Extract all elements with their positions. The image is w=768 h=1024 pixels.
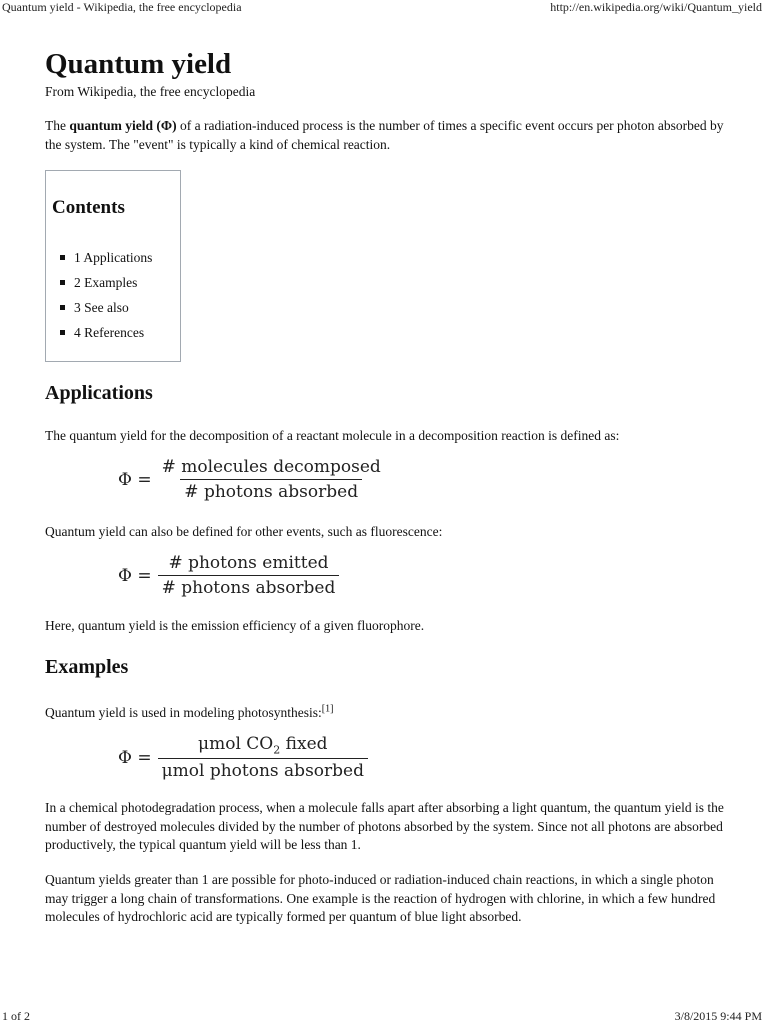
formula-denominator: μmol photons absorbed bbox=[158, 758, 368, 781]
section-heading-applications: Applications bbox=[45, 382, 153, 404]
formula-numerator-subscript: 2 bbox=[273, 743, 281, 757]
formula-denominator: # photons absorbed bbox=[158, 575, 340, 598]
bullet-icon bbox=[60, 255, 65, 260]
page-header-title: Quantum yield - Wikipedia, the free encyclopedia bbox=[2, 0, 242, 14]
formula-numerator-a: μmol CO bbox=[198, 734, 274, 754]
section-heading-examples: Examples bbox=[45, 656, 129, 678]
toc-item-see-also[interactable] bbox=[74, 295, 152, 320]
toc-item-label[interactable]: 1 Applications bbox=[74, 250, 153, 265]
table-of-contents bbox=[45, 170, 181, 362]
page-footer-datetime: 3/8/2015 9:44 PM bbox=[674, 1009, 762, 1023]
formula-fraction bbox=[158, 457, 385, 502]
page-title: Quantum yield bbox=[45, 48, 232, 80]
intro-rest: of a radiation-induced process is the number of times a specific event occurs per photon absorbed by the system. The "event" is typically a kind of chemical reaction. bbox=[45, 118, 724, 152]
toc-item-references[interactable] bbox=[74, 320, 152, 345]
formula-lhs: Φ = bbox=[118, 747, 152, 768]
formula-fraction bbox=[158, 734, 368, 781]
examples-paragraph-2: In a chemical photodegradation process, when a molecule falls apart after absorbing a light quantum, the quantum yield is the number of destroyed molecules divided by the number of photons absorbed by the system. Since not all photons are absorbed productively, the typical quantum yield will be less than 1. bbox=[45, 800, 724, 852]
formula-numerator: # photons emitted bbox=[168, 553, 329, 573]
formula-decomposition bbox=[118, 457, 385, 502]
reference-link-1[interactable]: [1] bbox=[321, 703, 334, 715]
examples-paragraph-3: Quantum yields greater than 1 are possible for photo-induced or radiation-induced chain reactions, in which a single photon may trigger a long chain of transformations. One example is the reaction of hydrogen with chlorine, in which a few hundred molecules of hydrochloric acid are typically formed per quantum of blue light absorbed. bbox=[45, 872, 716, 924]
toc-item-applications[interactable] bbox=[74, 245, 152, 270]
toc-item-label[interactable]: 3 See also bbox=[74, 300, 129, 315]
intro-paragraph bbox=[45, 117, 735, 154]
formula-photosynthesis bbox=[118, 734, 368, 781]
formula-fluorescence bbox=[118, 553, 339, 598]
formula-numerator-b: fixed bbox=[280, 734, 328, 754]
bullet-icon bbox=[60, 280, 65, 285]
formula-numerator: # molecules decomposed bbox=[161, 457, 381, 477]
formula-lhs: Φ = bbox=[118, 565, 152, 586]
toc-title: Contents bbox=[52, 197, 125, 218]
formula-fraction bbox=[158, 553, 340, 598]
examples-paragraph-1 bbox=[45, 704, 333, 723]
page-footer-page-number: 1 of 2 bbox=[2, 1009, 30, 1023]
intro-prefix: The bbox=[45, 118, 70, 133]
toc-item-examples[interactable] bbox=[74, 270, 152, 295]
toc-item-label[interactable]: 4 References bbox=[74, 325, 145, 340]
bullet-icon bbox=[60, 330, 65, 335]
page-subtitle: From Wikipedia, the free encyclopedia bbox=[45, 84, 256, 99]
toc-item-label[interactable]: 2 Examples bbox=[74, 275, 138, 290]
formula-denominator: # photons absorbed bbox=[180, 479, 362, 502]
page-header-url: http://en.wikipedia.org/wiki/Quantum_yield bbox=[550, 0, 762, 14]
formula-numerator bbox=[194, 734, 331, 758]
applications-paragraph-3: Here, quantum yield is the emission efficiency of a given fluorophore. bbox=[45, 618, 425, 633]
bullet-icon bbox=[60, 305, 65, 310]
intro-bold-term: quantum yield (Φ) bbox=[69, 118, 177, 133]
toc-list bbox=[74, 245, 152, 345]
applications-paragraph-2: Quantum yield can also be defined for other events, such as fluorescence: bbox=[45, 524, 443, 539]
formula-lhs: Φ = bbox=[118, 469, 152, 490]
examples-paragraph-1-text: Quantum yield is used in modeling photosynthesis: bbox=[45, 705, 322, 720]
applications-paragraph-1: The quantum yield for the decomposition of a reactant molecule in a decomposition reaction is defined as: bbox=[45, 428, 620, 443]
